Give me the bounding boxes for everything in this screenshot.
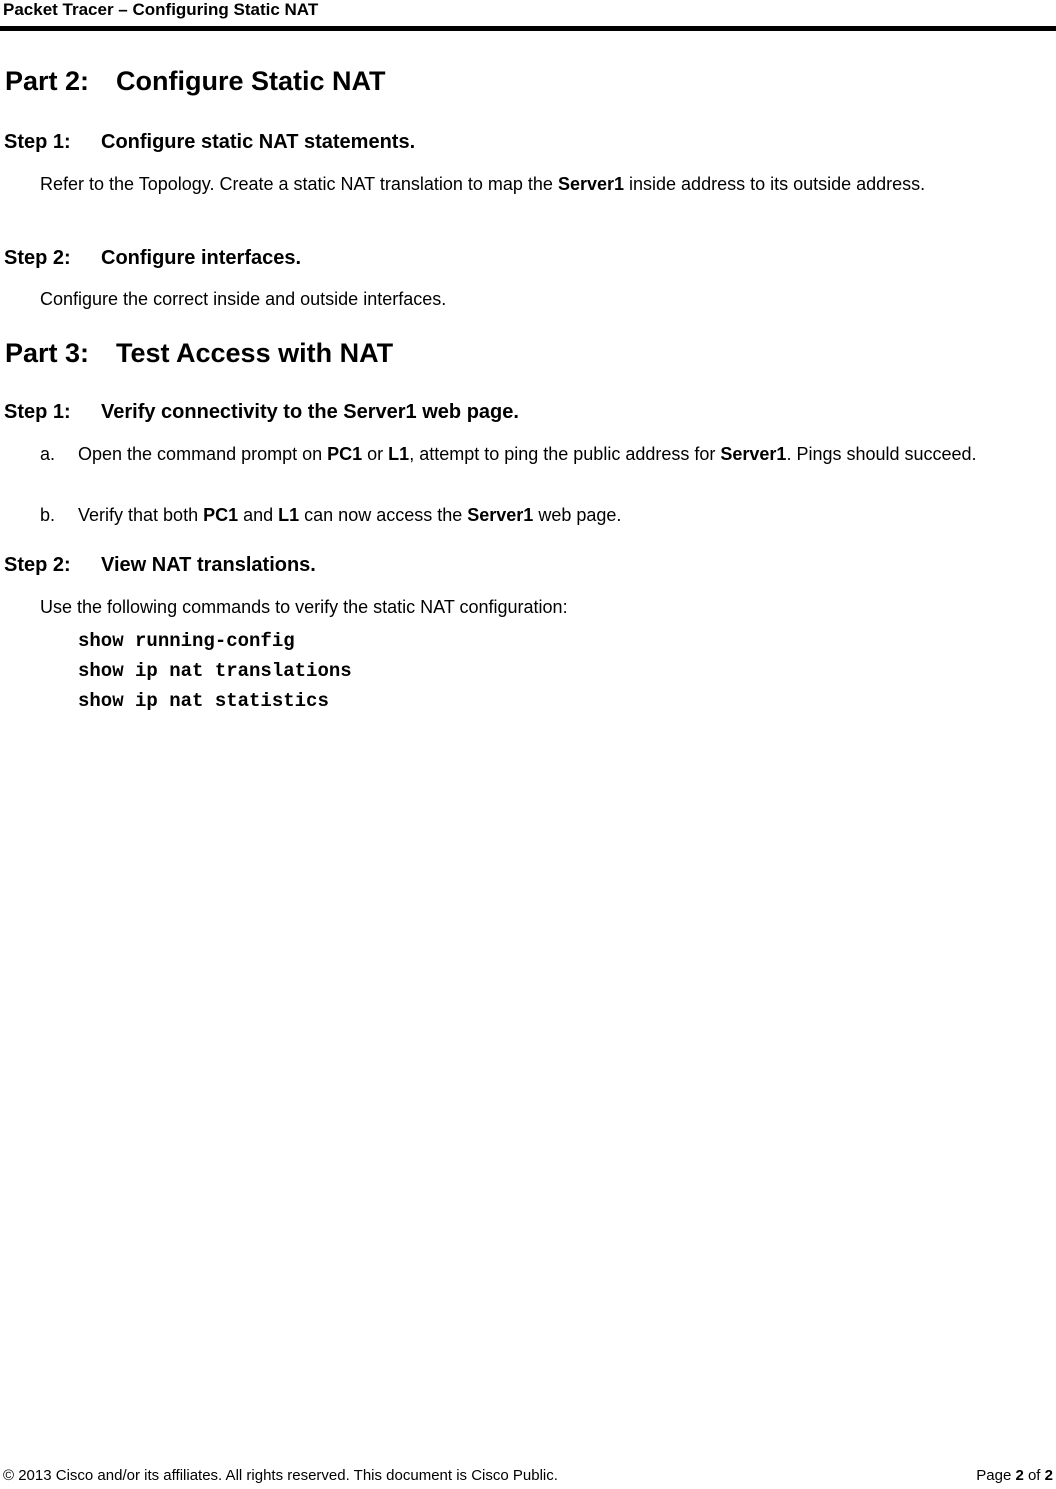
step-title: Configure static NAT statements. xyxy=(101,131,416,153)
step-number: Step 2: xyxy=(4,247,71,269)
command-line: show running-config xyxy=(78,630,295,652)
instruction-text: inside address to its outside address. xyxy=(624,174,926,194)
list-letter: a. xyxy=(40,444,56,464)
step-number: Step 2: xyxy=(4,554,71,576)
part-3-step-2-heading xyxy=(4,553,316,577)
page-number: Page 2 of 2 xyxy=(976,1467,1053,1484)
part-3-heading xyxy=(5,337,393,369)
part-2-number: Part 2: xyxy=(5,66,90,96)
part-2-step-1-heading xyxy=(4,130,415,154)
part-2-step-1-instructions xyxy=(40,173,1030,195)
part-2-step-2-instructions: Configure the correct inside and outside interfaces. xyxy=(40,289,447,309)
list-letter: b. xyxy=(40,505,56,525)
list-item-b xyxy=(40,504,1040,526)
part-2-title: Configure Static NAT xyxy=(116,66,386,96)
step-title: Configure interfaces. xyxy=(101,247,302,269)
instruction-text: Refer to the Topology. Create a static NAT translation to map the xyxy=(40,174,558,194)
step-title: View NAT translations. xyxy=(101,554,316,576)
document-title: Packet Tracer – Configuring Static NAT xyxy=(3,0,319,19)
part-2-heading xyxy=(5,65,386,97)
step-title: Verify connectivity to the Server1 web page. xyxy=(101,401,519,423)
list-item-a xyxy=(40,443,1040,465)
device-name: Server1 xyxy=(557,174,625,194)
header-divider xyxy=(0,26,1056,31)
part-3-step-1-heading xyxy=(4,400,519,424)
list-item-text: Open the command prompt on PC1 or L1, attempt to ping the public address for Server1. Pings should succeed. xyxy=(78,444,977,464)
copyright-notice: © 2013 Cisco and/or its affiliates. All rights reserved. This document is Cisco Public. xyxy=(3,1467,558,1484)
part-3-title: Test Access with NAT xyxy=(116,338,394,368)
part-3-step-2-instructions: Use the following commands to verify the static NAT configuration: xyxy=(40,597,568,617)
list-item-text: Verify that both PC1 and L1 can now access the Server1 web page. xyxy=(78,505,622,525)
step-number: Step 1: xyxy=(4,401,71,423)
command-line: show ip nat translations xyxy=(78,660,352,682)
step-number: Step 1: xyxy=(4,131,71,153)
part-2-step-2-heading xyxy=(4,246,301,270)
command-line: show ip nat statistics xyxy=(78,690,329,712)
part-3-number: Part 3: xyxy=(5,338,90,368)
